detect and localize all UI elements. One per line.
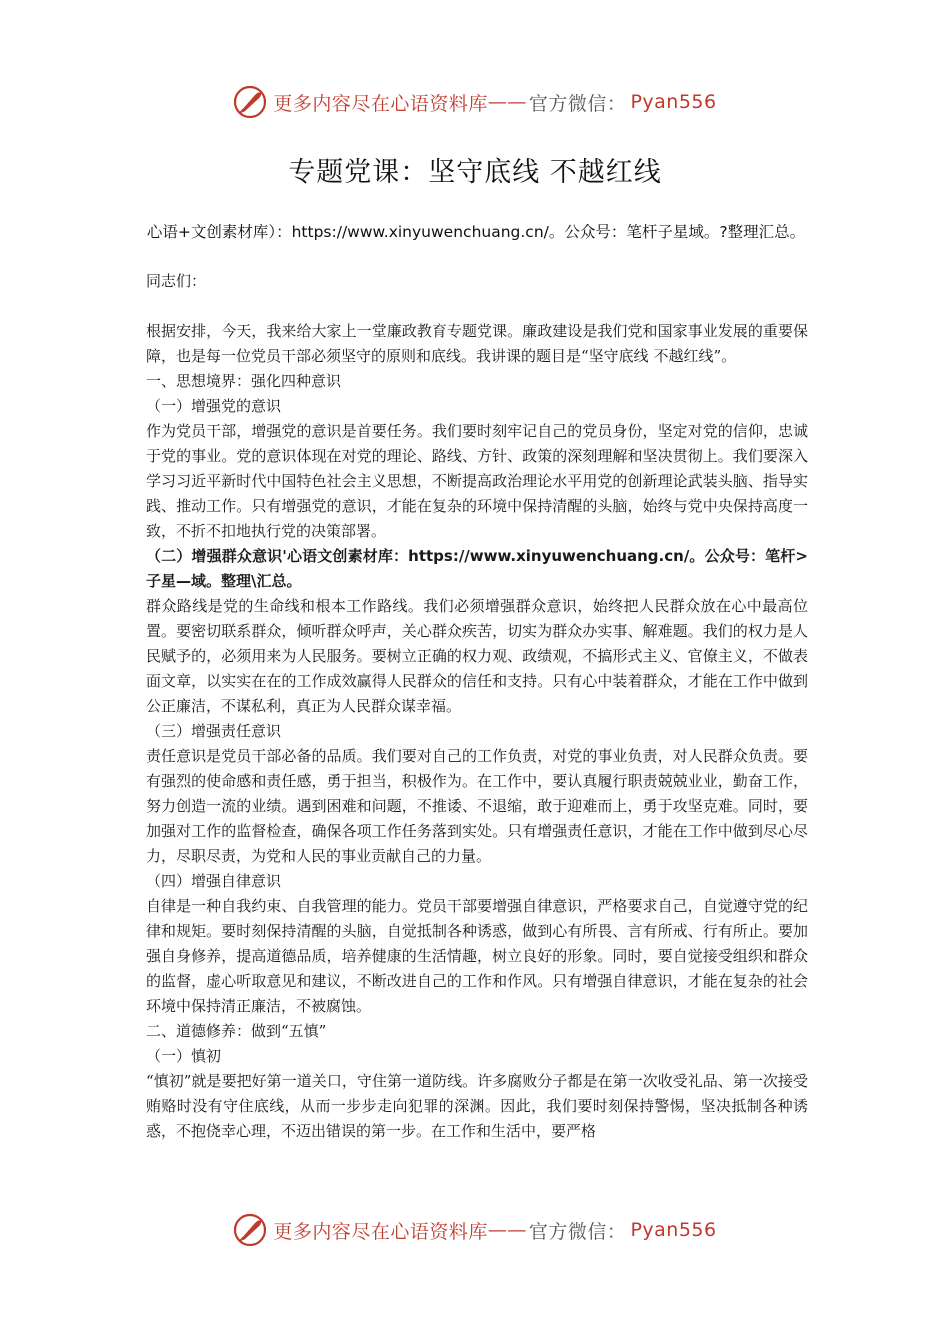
document-body [146,269,808,1144]
section-2-heading: 二、道德修养：做到“五慎” [146,1022,327,1040]
intro-paragraph: 根据安排，今天，我来给大家上一堂廉政教育专题党课。廉政建设是我们党和国家事业发展的重要保障，也是每一位党员干部必须坚守的原则和底线。我讲课的题目是“坚守底线 不越红线”。 [146,322,808,365]
banner-wechat-id: Pyan556 [630,91,717,113]
banner-wechat-label: 官方微信： [528,1220,627,1243]
header-watermark-banner [0,80,950,124]
banner-dash: —— [487,91,527,113]
section-1-para-3: 责任意识是党员干部必备的品质。我们要对自己的工作负责，对党的事业负责，对人民群众负责。要有强烈的使命感和责任感，勇于担当，积极作为。在工作中，要认真履行职责兢兢业业，勤奋工作，努力创造一流的业绩。遇到困难和问题，不推诿、不退缩，敢于迎难而上，勇于攻坚克难。同时，要加强对工作的监督检查，确保各项工作任务落到实处。只有增强责任意识，才能在工作中做到尽心尽力，尽职尽责，为党和人民的事业贡献自己的力量。 [146,747,808,865]
source-note: 心语+文创素材库）：https://www.xinyuwenchuang.cn/。公众号：笔杆子星域。?整理汇总。 [146,223,806,241]
page-title: 专题党课：坚守底线 不越红线 [288,157,662,188]
banner-text-main: 更多内容尽在心语资料库 [273,92,488,115]
banner-dash: —— [487,1219,527,1241]
quill-logo-icon [233,1213,267,1247]
section-1-heading: 一、思想境界：强化四种意识 [146,372,342,390]
section-1-para-2: 群众路线是党的生命线和根本工作路线。我们必须增强群众意识，始终把人民群众放在心中最高位置。要密切联系群众，倾听群众呼声，关心群众疾苦，切实为群众办实事、解难题。我们的权力是人民赋予的，必须用来为人民服务。要树立正确的权力观、政绩观，不搞形式主义、官僚主义，不做表面文章，以实实在在的工作成效赢得人民群众的信任和支持。只有心中装着群众，才能在工作中做到公正廉洁，不谋私利，真正为人民群众谋幸福。 [146,597,808,715]
greeting: 同志们： [146,272,207,290]
section-1-para-4: 自律是一种自我约束、自我管理的能力。党员干部要增强自律意识，严格要求自己，自觉遵守党的纪律和规矩。要时刻保持清醒的头脑，自觉抵制各种诱惑，做到心有所畏、言有所戒、行有所止。要加强自身修养，提高道德品质，培养健康的生活情趣，树立良好的形象。同时，要自觉接受组织和群众的监督，虚心听取意见和建议，不断改进自己的工作和作风。只有增强自律意识，才能在复杂的社会环境中保持清正廉洁，不被腐蚀。 [146,897,808,1015]
quill-logo-icon [233,85,267,119]
section-1-sub-2: （二）增强群众意识'心语文创素材库：https://www.xinyuwenchuang.cn/。公众号：笔杆>子星—域。整理\汇总。 [146,547,808,590]
banner-text-main: 更多内容尽在心语资料库 [273,1220,488,1243]
section-1-sub-3: （三）增强责任意识 [146,722,282,740]
section-1-sub-4: （四）增强自律意识 [146,872,282,890]
section-2-para-1: “慎初”就是要把好第一道关口，守住第一道防线。许多腐败分子都是在第一次收受礼品、第一次接受贿赂时没有守住底线，从而一步步走向犯罪的深渊。因此，我们要时刻保持警惕，坚决抵制各种诱惑，不抱侥幸心理，不迈出错误的第一步。在工作和生活中，要严格 [146,1072,808,1140]
section-1-sub-1: （一）增强党的意识 [146,397,282,415]
banner-wechat-id: Pyan556 [630,1219,717,1241]
footer-watermark-banner [0,1208,950,1252]
section-1-para-1: 作为党员干部，增强党的意识是首要任务。我们要时刻牢记自己的党员身份，坚定对党的信仰，忠诚于党的事业。党的意识体现在对党的理论、路线、方针、政策的深刻理解和坚决贯彻上。我们要深入学习习近平新时代中国特色社会主义思想，不断提高政治理论水平用党的创新理论武装头脑、指导实践、推动工作。只有增强党的意识，才能在复杂的环境中保持清醒的头脑，始终与党中央保持高度一致，不折不扣地执行党的决策部署。 [146,422,808,540]
section-2-sub-1: （一）慎初 [146,1047,222,1065]
banner-wechat-label: 官方微信： [528,92,627,115]
